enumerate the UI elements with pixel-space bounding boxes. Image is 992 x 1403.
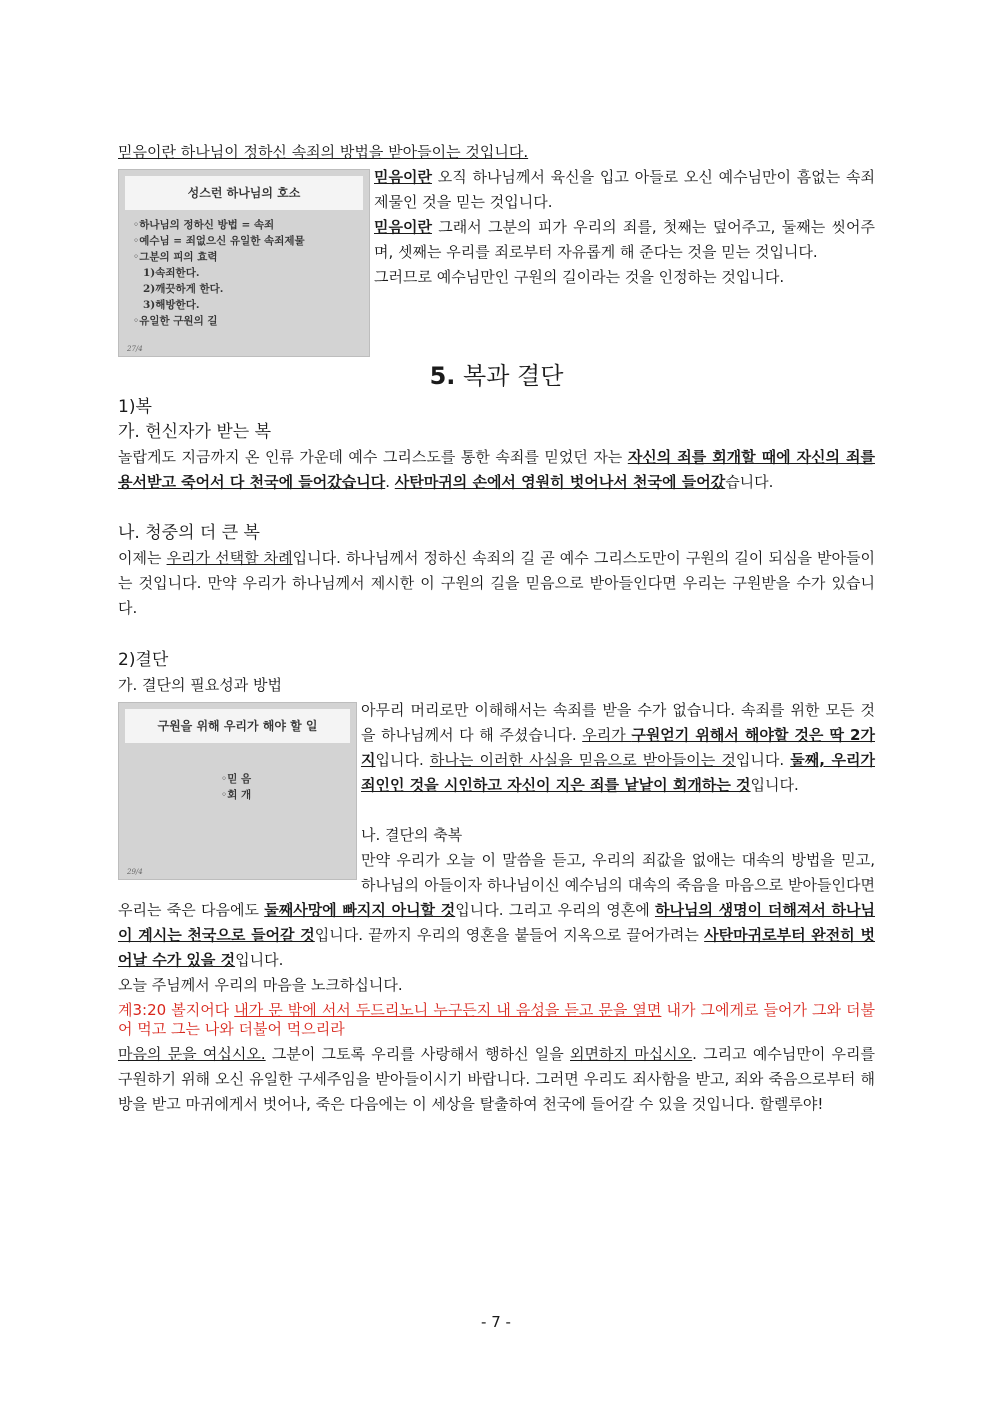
paragraph-greater-blessing: 이제는 우리가 선택할 차례입니다. 하나님께서 정하신 속죄의 길 곧 예수 그리스도만이 구원의 길이 되심을 받아들이는 것입니다. 만약 우리가 하나님께서 제시한 이 구원의 길을 믿음으로 받아들인다면 우리는 구원받을 수가 있습니다. bbox=[118, 549, 875, 617]
slide1-numbered: 3)해방한다. bbox=[143, 299, 200, 311]
slide1-bullet: ◦예수님 = 죄없으신 유일한 속죄제물 bbox=[133, 235, 305, 247]
slide1-body bbox=[133, 217, 305, 329]
page-number: - 7 - bbox=[481, 1313, 511, 1331]
slide2-item: ◦믿 음 bbox=[221, 773, 252, 785]
intro-line bbox=[118, 140, 875, 165]
faith-paragraph-1: 믿음이란 오직 하나님께서 육신을 입고 아들로 오신 예수님만이 흠없는 속죄제물인 것을 믿는 것입니다. bbox=[374, 168, 875, 211]
slide2-body bbox=[221, 771, 251, 803]
document-body bbox=[118, 140, 875, 1117]
subheading-gyeoldan: 2)결단 bbox=[118, 650, 169, 670]
knock-line: 오늘 주님께서 우리의 마음을 노크하십니다. bbox=[118, 976, 403, 994]
slide1-numbered: 2)깨끗하게 한다. bbox=[143, 283, 224, 295]
paragraph-decision-blessing: 만약 우리가 오늘 이 말씀을 듣고, 우리의 죄값을 없애는 대속의 방법을 믿고, 하나님의 아들이자 하나님이신 예수님의 대속의 죽음을 마음으로 받아들인다면 우리는 죽은 다음에도 둘째사망에 빠지지 아니할 것입니다. 그리고 우리의 영혼에 하나님의 생명이 더해져서 하나님이 계시는 천국으로 들어갈 것입니다. 끝까지 우리의 영혼을 붙들어 지옥으로 끌어가려는 사탄마귀로부터 완전히 벗어날 수가 있을 것입니다. bbox=[118, 851, 876, 969]
scripture-verse: 계3:20 볼지어다 내가 문 밖에 서서 두드리노니 누구든지 내 음성을 듣고 문을 열면 내가 그에게로 들어가 그와 더불어 먹고 그는 나와 더불어 먹으리라 bbox=[118, 1001, 875, 1038]
slide1-bullet: ◦유일한 구원의 길 bbox=[133, 315, 218, 327]
paragraph-final: 마음의 문을 여십시오. 그분이 그토록 우리를 사랑해서 행하신 일을 외면하지 마십시오. 그리고 예수님만이 우리를 구원하기 위해 오신 유일한 구세주임을 받아들이시기 바랍니다. 그러면 우리도 죄사함을 받고, 죄와 죽음으로부터 해방을 받고 마귀에게서 벗어나, 죽은 다음에는 이 세상을 탈출하여 천국에 들어갈 수 있을 것입니다. 할렐루야! bbox=[118, 1045, 875, 1113]
slide2-title: 구원을 위해 우리가 해야 할 일 bbox=[125, 709, 350, 743]
slide2-item: ◦회 개 bbox=[221, 789, 252, 801]
subheading-na-gyeoldan: 나. 결단의 축복 bbox=[361, 826, 463, 844]
slide2-number: 29/4 bbox=[127, 868, 143, 876]
paragraph-devotee-blessing: 놀랍게도 지금까지 온 인류 가운데 예수 그리스도를 통한 속죄를 믿었던 자는 자신의 죄를 회개할 때에 자신의 죄를 용서받고 죽어서 다 천국에 들어갔습니다. 사탄마귀의 손에서 영원히 벗어나서 천국에 들어갔습니다. bbox=[118, 448, 875, 491]
slide1-number: 27/4 bbox=[127, 345, 143, 353]
slide1-numbered: 1)속죄한다. bbox=[143, 267, 200, 279]
slide1-bullet: ◦그분의 피의 효력 bbox=[133, 251, 218, 263]
faith-paragraph-3: 그러므로 예수님만인 구원의 길이라는 것을 인정하는 것입니다. bbox=[374, 268, 785, 286]
slide1-bullet: ◦하나님의 정하신 방법 = 속죄 bbox=[133, 219, 275, 231]
faith-paragraph-2: 믿음이란 그래서 그분의 피가 우리의 죄를, 첫째는 덮어주고, 둘째는 씻어주며, 셋째는 우리를 죄로부터 자유롭게 해 준다는 것을 믿는 것입니다. bbox=[374, 218, 875, 261]
slide1-title: 성스런 하나님의 호소 bbox=[125, 176, 363, 210]
subheading-ga-bok: 가. 헌신자가 받는 복 bbox=[118, 422, 271, 442]
section-heading: 5. 복과 결단 bbox=[429, 362, 564, 390]
slide-image-2 bbox=[118, 702, 357, 880]
paragraph-decision-method: 아무리 머리로만 이해해서는 속죄를 받을 수가 없습니다. 속죄를 위한 모든 것을 하나님께서 다 해 주셨습니다. 우리가 구원얻기 위해서 해야할 것은 딱 2가지입니다. 하나는 이러한 사실을 믿음으로 받아들이는 것입니다. 둘째, 우리가 죄인인 것을 시인하고 자신이 지은 죄를 낱낱이 회개하는 것입니다. bbox=[361, 701, 875, 794]
subheading-na-bok: 나. 청중의 더 큰 복 bbox=[118, 523, 260, 543]
intro-text: 믿음이란 하나님이 정하신 속죄의 방법을 받아들이는 것입니다. bbox=[118, 143, 529, 161]
subheading-ga-gyeoldan: 가. 결단의 필요성과 방법 bbox=[118, 676, 282, 694]
slide-image-1 bbox=[118, 169, 370, 357]
subheading-bok: 1)복 bbox=[118, 397, 152, 417]
